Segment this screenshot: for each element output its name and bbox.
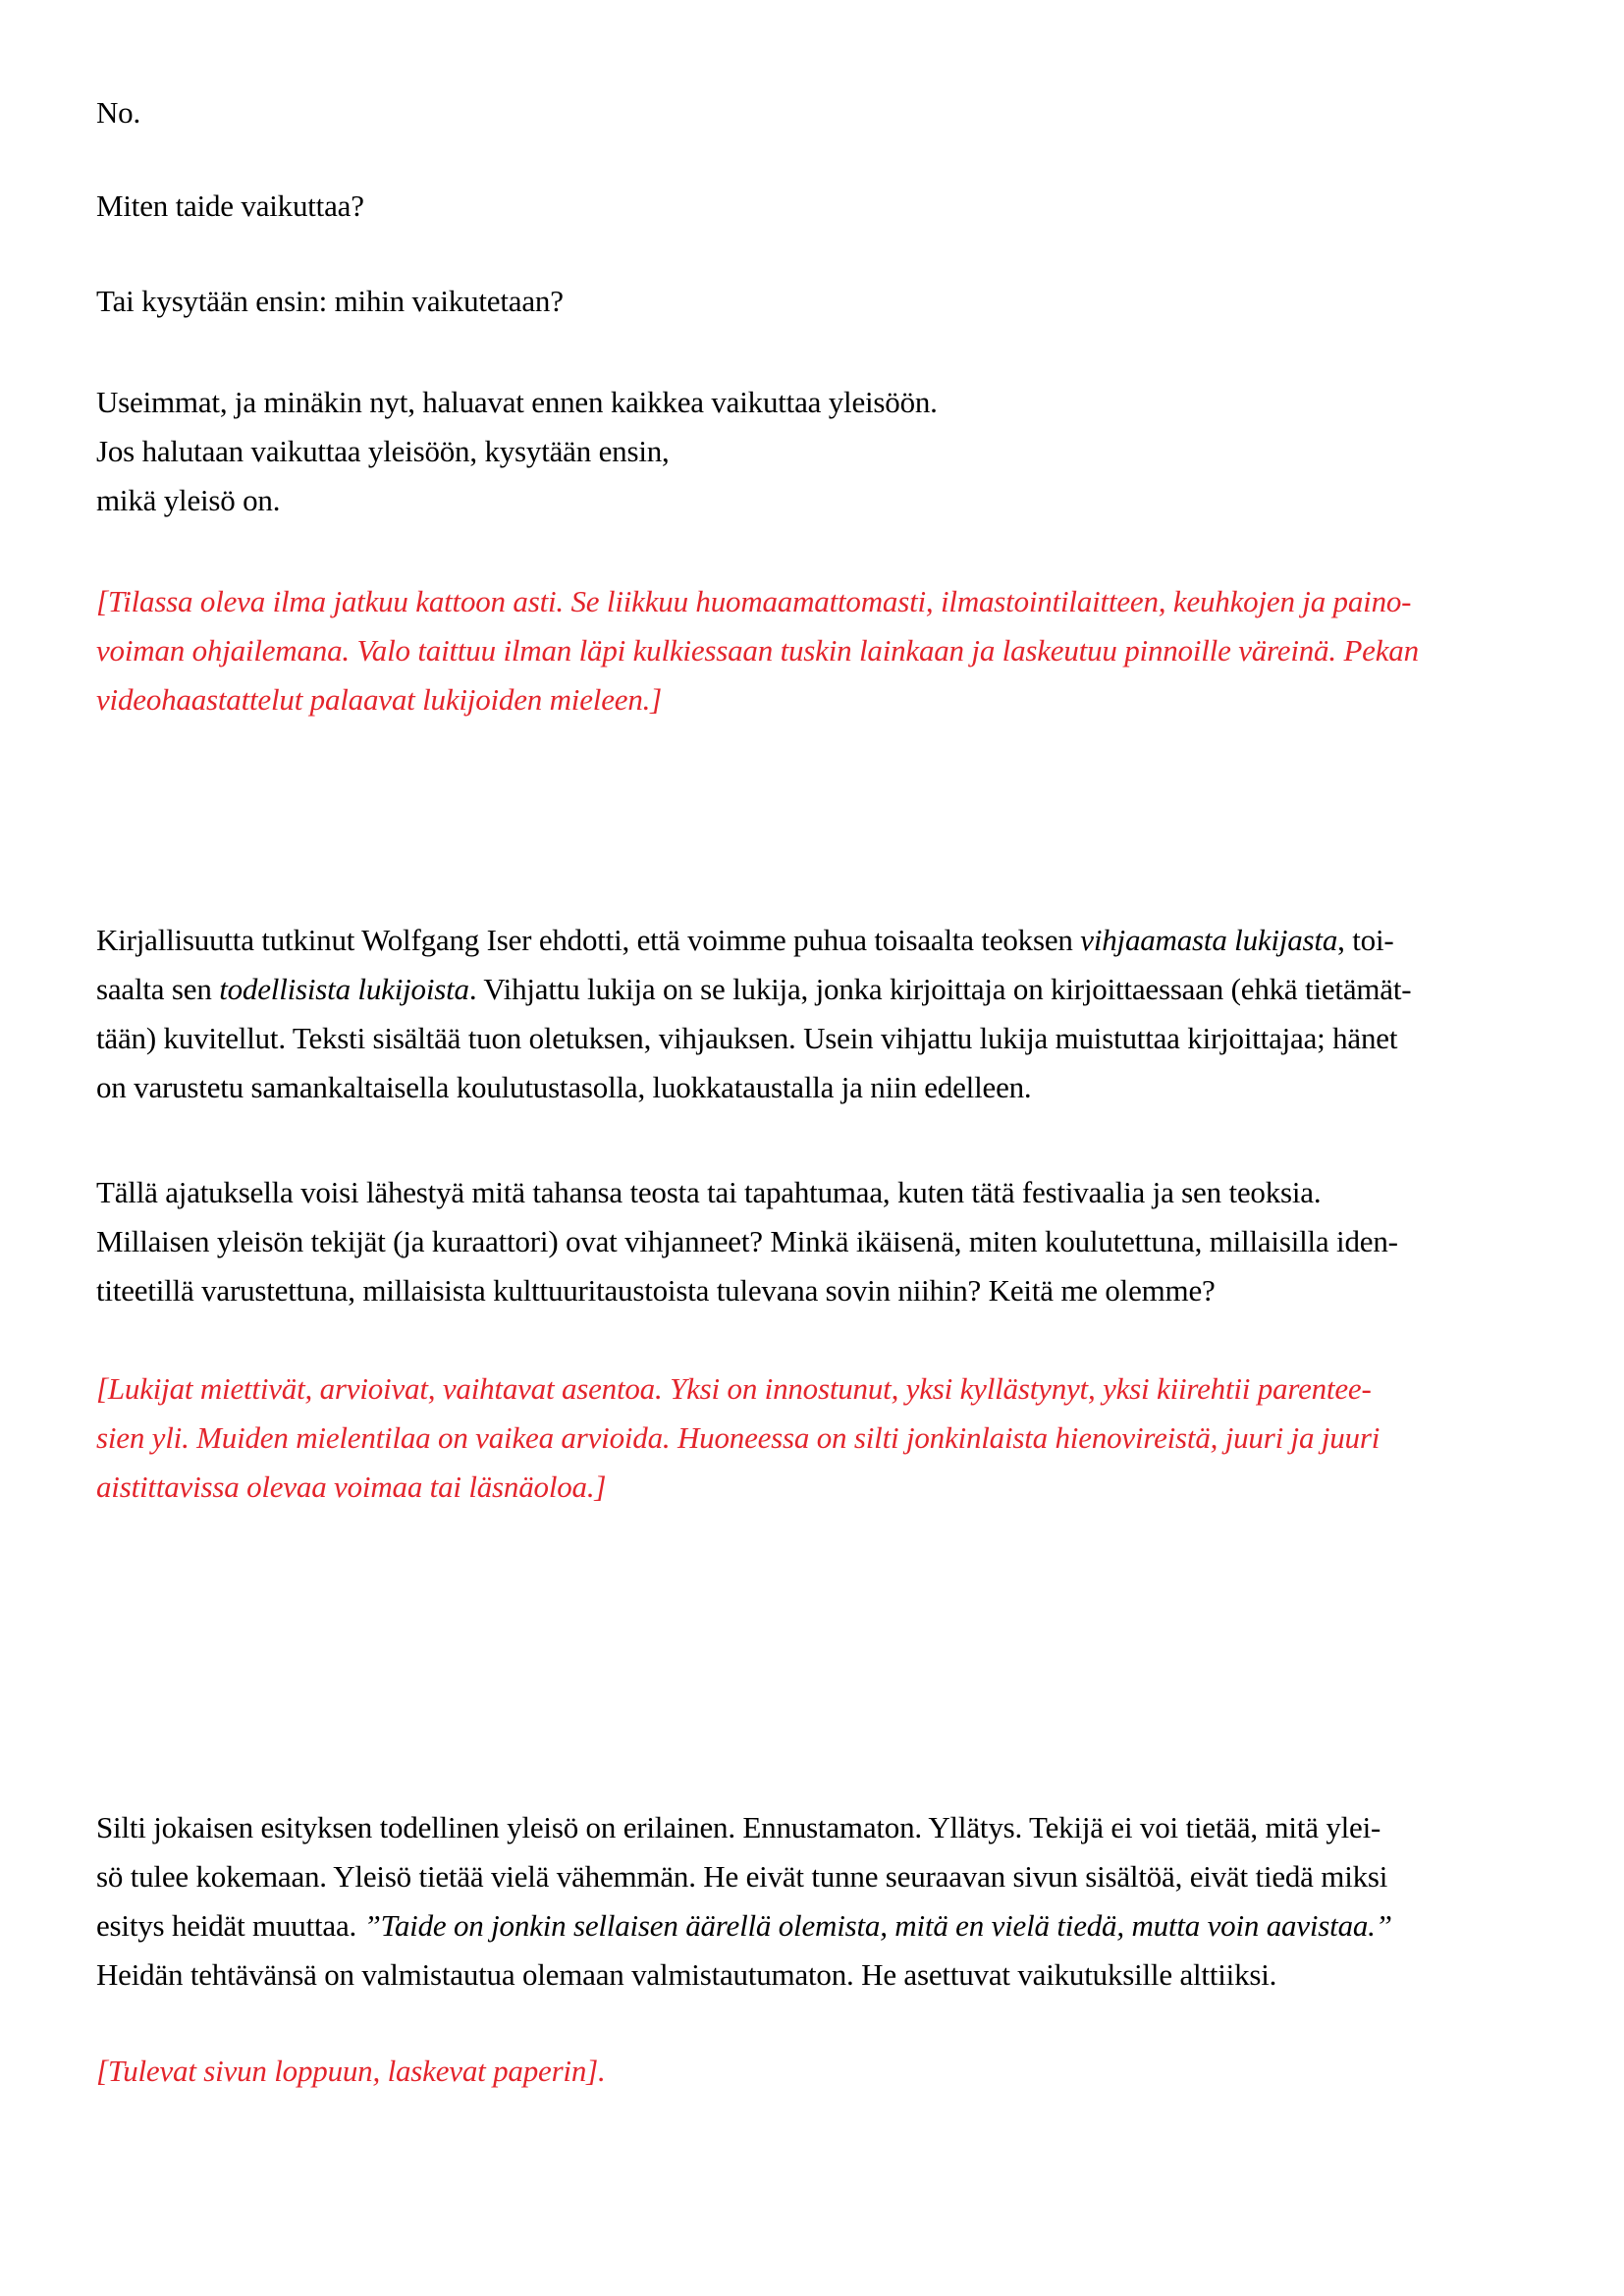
text-run: Useimmat, ja minäkin nyt, haluavat ennen kaikkea vaikuttaa yleisöön. — [96, 385, 938, 419]
text-run: No. — [96, 95, 141, 130]
text-line — [96, 1463, 1540, 1512]
text-run: Tai kysytään ensin: mihin vaikutetaan? — [96, 284, 564, 318]
text-run: voiman ohjailemana. Valo taittuu ilman läpi kulkiessaan tuskin lainkaan ja laskeutuu pinnoille väreinä. Pekan — [96, 633, 1419, 667]
text-line — [96, 675, 1540, 724]
text-line — [96, 626, 1540, 675]
text-line — [96, 965, 1540, 1014]
body-paragraph — [96, 378, 1540, 525]
text-line — [96, 2047, 1540, 2096]
text-line — [96, 916, 1540, 965]
text-run: saalta sen — [96, 972, 220, 1006]
text-run: todellisista lukijoista — [219, 972, 469, 1006]
text-line — [96, 182, 1540, 231]
text-run: [Tilassa oleva ilma jatkuu kattoon asti. Se liikkuu huomaamattomasti, ilmastointilaitteen, keuhkojen ja paino- — [96, 584, 1412, 618]
body-paragraph — [96, 88, 1540, 137]
text-line — [96, 1414, 1540, 1463]
text-run: Silti jokaisen esityksen todellinen yleisö on erilainen. Ennustamaton. Yllätys. Tekijä ei voi tietää, mitä ylei- — [96, 1810, 1381, 1844]
text-run: Heidän tehtävänsä on valmistautua olemaan valmistautumaton. He asettuvat vaikutuksille alttiiksi. — [96, 1957, 1277, 1992]
text-run: esitys heidät muuttaa. — [96, 1908, 364, 1943]
text-run: videohaastattelut palaavat lukijoiden mieleen.] — [96, 682, 663, 717]
text-line — [96, 577, 1540, 626]
body-paragraph — [96, 1168, 1540, 1315]
text-line — [96, 1852, 1540, 1901]
stage-direction-paragraph — [96, 1364, 1540, 1512]
text-line — [96, 378, 1540, 427]
text-run: . Vihjattu lukija on se lukija, jonka kirjoittaja on kirjoittaessaan (ehkä tietämät- — [468, 972, 1412, 1006]
text-line — [96, 1803, 1540, 1852]
text-run: mikä yleisö on. — [96, 483, 281, 517]
text-line — [96, 88, 1540, 137]
text-line — [96, 1014, 1540, 1063]
text-line — [96, 427, 1540, 476]
text-run: Millaisen yleisön tekijät (ja kuraattori) ovat vihjanneet? Minkä ikäisenä, miten koulutettuna, millaisilla iden- — [96, 1224, 1398, 1258]
text-line — [96, 1364, 1540, 1414]
text-run: vihjaamasta lukijasta — [1080, 923, 1338, 957]
text-run: [Lukijat miettivät, arvioivat, vaihtavat asentoa. Yksi on innostunut, yksi kyllästynyt, yksi kiirehtii parentee- — [96, 1371, 1372, 1406]
text-run: ”Taide on jonkin sellaisen äärellä olemista, mitä en vielä tiedä, mutta voin aavistaa.” — [363, 1908, 1392, 1943]
text-line — [96, 277, 1540, 326]
text-run: [Tulevat sivun loppuun, laskevat paperin]. — [96, 2054, 606, 2088]
text-run: sö tulee kokemaan. Yleisö tietää vielä vähemmän. He eivät tunne seuraavan sivun sisältöä, eivät tiedä miksi — [96, 1859, 1388, 1894]
text-run: tään) kuvitellut. Teksti sisältää tuon oletuksen, vihjauksen. Usein vihjattu lukija muistuttaa kirjoittajaa; hänet — [96, 1021, 1398, 1055]
text-line — [96, 1063, 1540, 1112]
document-content — [96, 88, 1540, 2096]
text-run: titeetillä varustettuna, millaisista kulttuuritaustoista tulevana sovin niihin? Keitä me olemme? — [96, 1273, 1216, 1308]
body-paragraph — [96, 277, 1540, 326]
text-run: on varustetu samankaltaisella koulutustasolla, luokkataustalla ja niin edelleen. — [96, 1070, 1032, 1104]
text-run: aistittavissa olevaa voimaa tai läsnäoloa.] — [96, 1469, 607, 1504]
text-run: Tällä ajatuksella voisi lähestyä mitä tahansa teosta tai tapahtumaa, kuten tätä festivaalia ja sen teoksia. — [96, 1175, 1322, 1209]
text-line — [96, 1168, 1540, 1217]
text-line — [96, 1901, 1540, 1950]
body-paragraph — [96, 1803, 1540, 2000]
text-line — [96, 476, 1540, 525]
stage-direction-paragraph — [96, 577, 1540, 724]
text-run: , toi- — [1337, 923, 1394, 957]
text-run: Kirjallisuutta tutkinut Wolfgang Iser ehdotti, että voimme puhua toisaalta teoksen — [96, 923, 1081, 957]
stage-direction-paragraph — [96, 2047, 1540, 2096]
text-line — [96, 1217, 1540, 1266]
text-line — [96, 1266, 1540, 1315]
text-line — [96, 1950, 1540, 2000]
text-run: sien yli. Muiden mielentilaa on vaikea arvioida. Huoneessa on silti jonkinlaista hienovireistä, juuri ja juuri — [96, 1420, 1380, 1455]
text-run: Jos halutaan vaikuttaa yleisöön, kysytään ensin, — [96, 434, 670, 468]
text-run: Miten taide vaikuttaa? — [96, 188, 364, 223]
body-paragraph — [96, 916, 1540, 1112]
body-paragraph — [96, 182, 1540, 231]
